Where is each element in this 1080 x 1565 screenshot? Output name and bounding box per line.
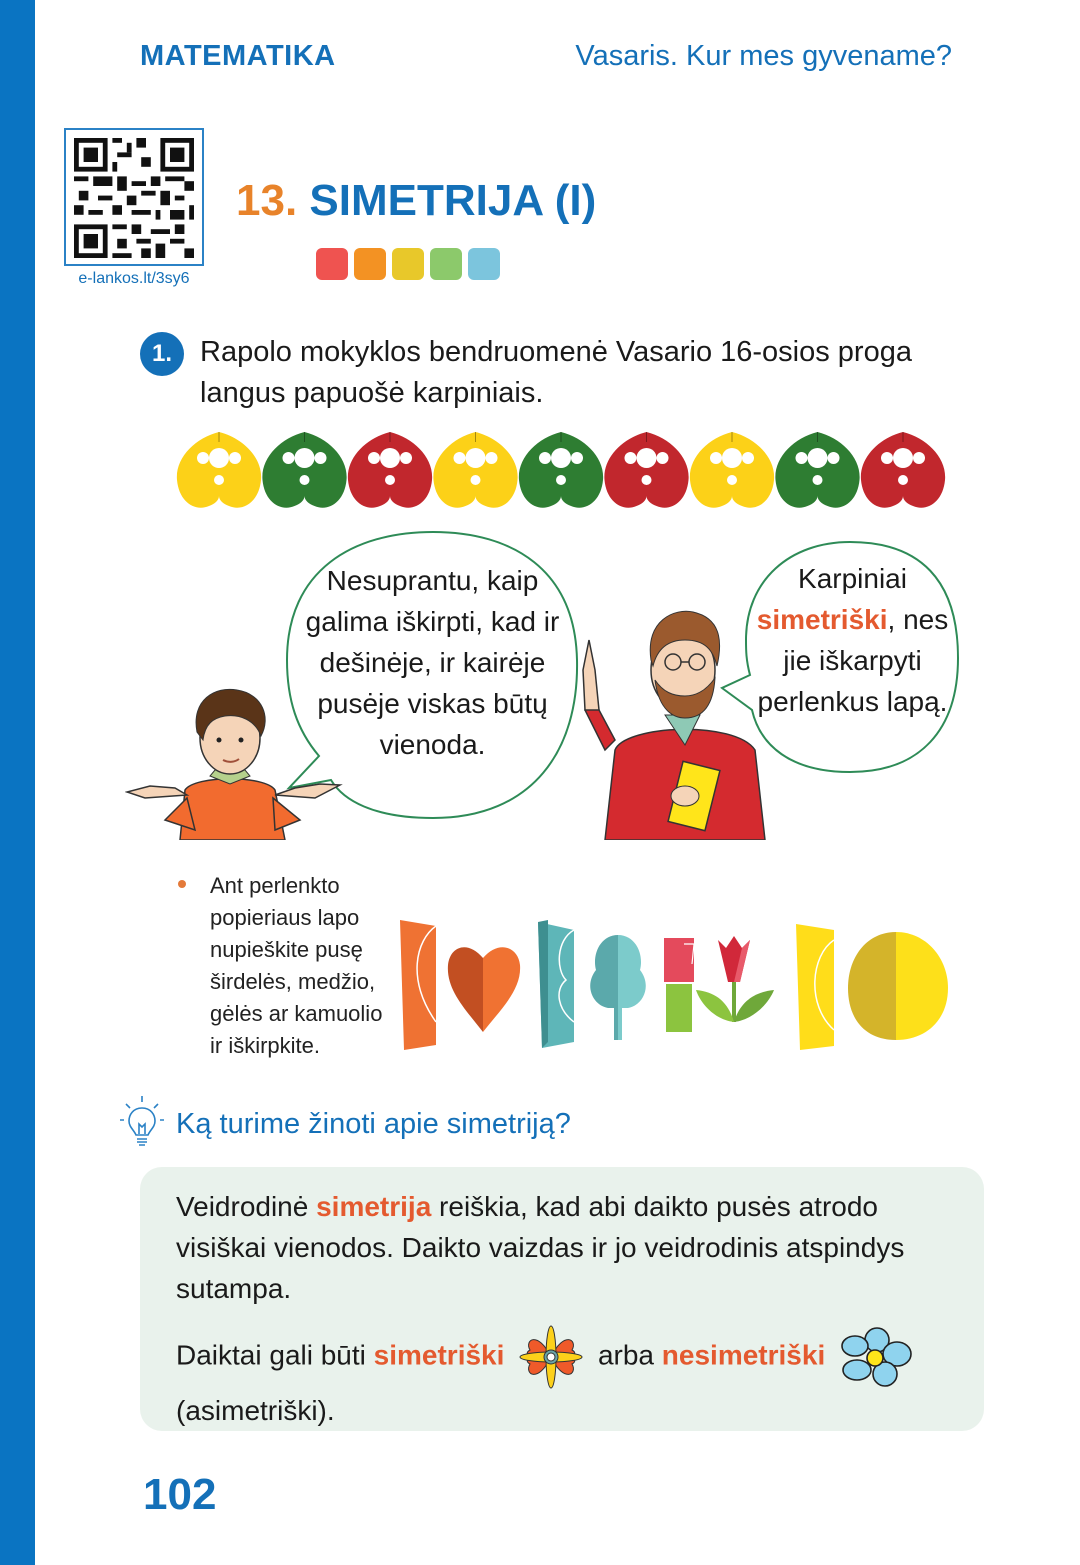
garland-heart xyxy=(519,432,603,508)
ball-cutout xyxy=(796,924,948,1050)
garland-heart xyxy=(433,432,517,508)
paper-cutouts-illustration xyxy=(396,910,956,1055)
garland-heart xyxy=(690,432,774,508)
level-square xyxy=(392,248,424,280)
types-end: (asimetriški). xyxy=(176,1395,335,1426)
garland-heart xyxy=(861,432,945,508)
definition-end: reiškia, kad abi daikto pusės atrodo visiškai vienodos. Daikto vaizdas ir jo veidrodinis atspindys sutampa. xyxy=(176,1191,905,1304)
chapter-header: Vasaris. Kur mes gyvename? xyxy=(575,40,952,72)
garland-heart xyxy=(262,432,346,508)
bullet-marker xyxy=(178,880,186,888)
symmetric-flower-icon xyxy=(518,1324,584,1390)
level-square xyxy=(430,248,462,280)
garland-heart xyxy=(348,432,432,508)
task-number-badge: 1. xyxy=(140,332,184,376)
definition-highlight: simetrija xyxy=(316,1191,432,1222)
info-definition xyxy=(176,1186,956,1309)
task-text: Rapolo mokyklos bendruomenė Vasario 16-osios proga langus papuošė karpiniais. xyxy=(200,336,912,409)
boy-speech-text: Nesuprantu, kaip galima iškirpti, kad ir dešinėje, ir kairėje pusėje viskas būtų vienoda. xyxy=(305,565,560,760)
teacher-illustration xyxy=(575,600,775,840)
heart-garland xyxy=(175,428,955,514)
qr-code-icon xyxy=(74,138,194,258)
tree-cutout xyxy=(538,920,646,1048)
lightbulb-icon xyxy=(118,1094,166,1150)
qr-code[interactable] xyxy=(64,128,204,266)
definition-start: Veidrodinė xyxy=(176,1191,317,1222)
info-symmetric-types xyxy=(176,1324,976,1431)
garland-heart xyxy=(775,432,859,508)
types-middle: arba xyxy=(590,1339,662,1371)
subject-header: MATEMATIKA xyxy=(140,40,336,72)
level-square xyxy=(354,248,386,280)
qr-link[interactable]: e-lankos.lt/3sy6 xyxy=(78,270,190,287)
heart-cutout xyxy=(400,920,520,1050)
lesson-title xyxy=(236,176,596,226)
teacher-speech-end: , nes jie iškarpyti perlenkus lapą. xyxy=(757,604,949,717)
level-square xyxy=(316,248,348,280)
garland-heart xyxy=(177,432,261,508)
page-number: 102 xyxy=(143,1470,217,1519)
activity-instruction: Ant perlenkto popieriaus lapo nupieškite pusę širdelės, medžio, gėlės ar kamuolio ir iškirpkite. xyxy=(210,873,383,1058)
info-heading: Ką turime žinoti apie simetriją? xyxy=(176,1108,571,1140)
teacher-speech-start: Karpiniai xyxy=(798,563,907,594)
asymmetric-flower-icon xyxy=(839,1326,913,1388)
page-side-bar xyxy=(0,0,35,1565)
lesson-name: SIMETRIJA (I) xyxy=(309,176,597,225)
teacher-speech-highlight: simetriški xyxy=(756,604,888,635)
types-symmetric: simetriški xyxy=(373,1339,505,1371)
garland-heart xyxy=(604,432,688,508)
lesson-number: 13. xyxy=(236,176,298,225)
types-start: Daiktai gali būti xyxy=(176,1339,374,1371)
types-asymmetric: nesimetriški xyxy=(661,1339,826,1371)
level-square xyxy=(468,248,500,280)
difficulty-levels xyxy=(316,248,500,280)
boy-illustration xyxy=(125,680,345,840)
tulip-cutout xyxy=(664,936,774,1032)
